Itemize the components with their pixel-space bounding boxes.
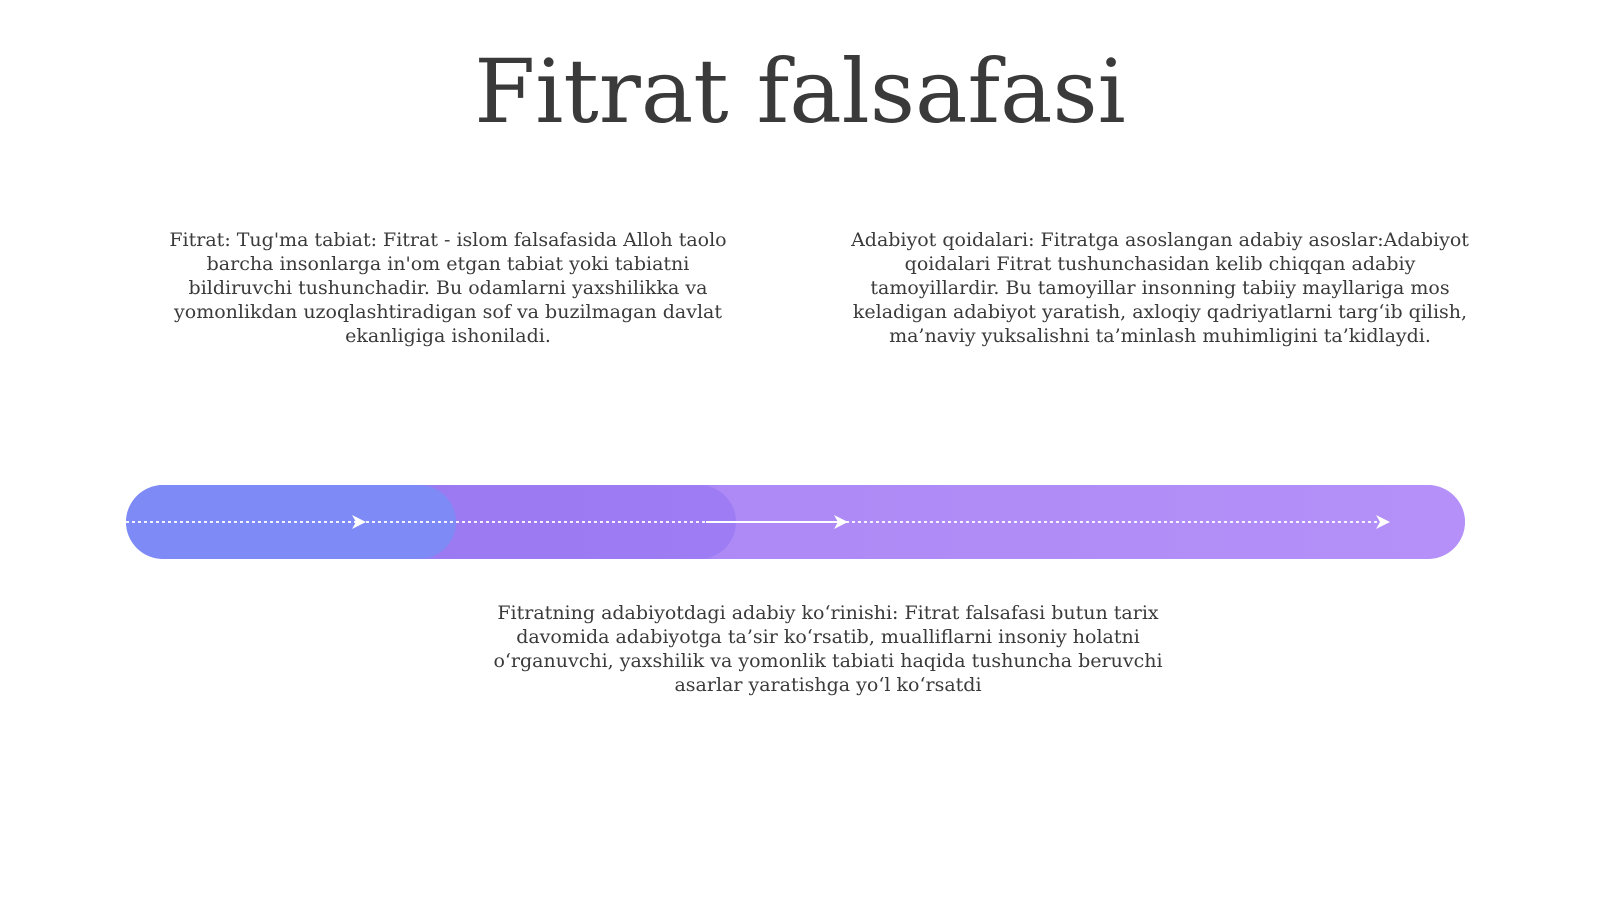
text-block-right: Adabiyot qoidalari: Fitratga asoslangan adabiy asoslar:Adabiyot qoidalari Fitrat tushunchasidan kelib chiqqan adabiy tamoyillardir. Bu tamoyillar insonning tabiiy mayllariga mos keladigan adabiyot yaratish, axloqiy qadriyatlarni targ‘ib qilish, ma’naviy yuksalishni ta’minlash muhimligini ta’kidlaydi. [851,229,1469,347]
timeline-line [126,485,1465,559]
text-block-left: Fitrat: Tug'ma tabiat: Fitrat - islom falsafasida Alloh taolo barcha insonlarga in'om etgan tabiat yoki tabiatni bildiruvchi tushunchadir. Bu odamlarni yaxshilikka va yomonlikdan uzoqlashtiradigan sof va buzilmagan davlat ekanligiga ishoniladi. [169,229,727,347]
text-block-bottom: Fitratning adabiyotdagi adabiy ko‘rinishi: Fitrat falsafasi butun tarix davomida adabiyotga ta’sir ko‘rsatib, mualliflarni insoniy holatni o‘rganuvchi, yaxshilik va yomonlik tabiati haqida tushuncha beruvchi asarlar yaratishga yo‘l ko‘rsatdi [493,602,1163,696]
slide-title: Fitrat falsafasi [474,40,1126,143]
timeline-bar [126,485,1465,559]
arrow-right-icon [1376,515,1390,529]
